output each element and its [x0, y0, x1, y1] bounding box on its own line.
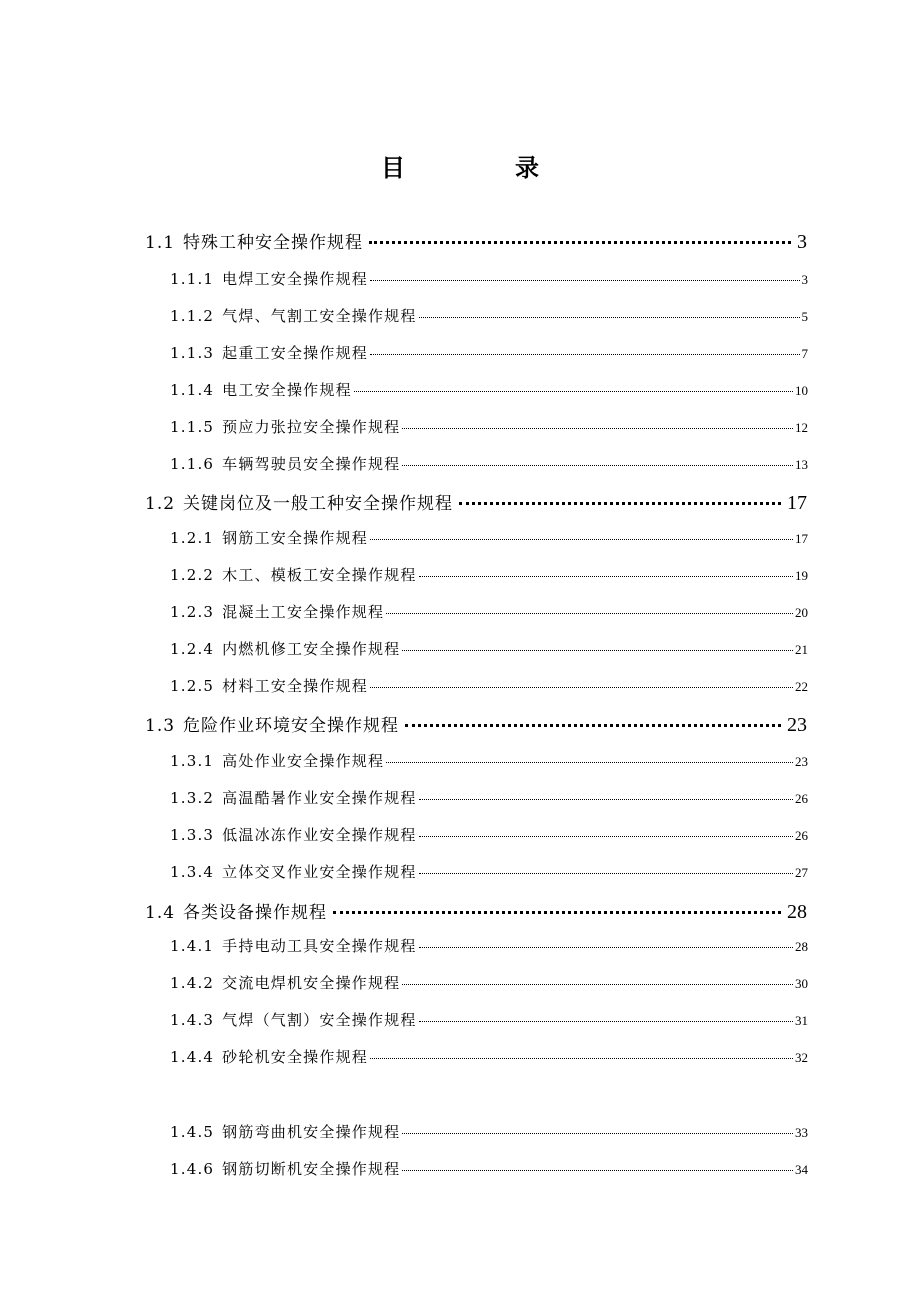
toc-entry-label: 气焊（气割）安全操作规程	[222, 1011, 417, 1029]
toc-entry-label: 特殊工种安全操作规程	[183, 233, 364, 253]
toc-entry-label: 混凝土工安全操作规程	[222, 603, 385, 621]
toc-entry-label: 预应力张拉安全操作规程	[222, 418, 401, 436]
toc-subsection[interactable]	[170, 638, 808, 659]
toc-entry-label: 电工安全操作规程	[222, 381, 352, 399]
toc-entry-label: 砂轮机安全操作规程	[222, 1048, 368, 1066]
toc-entry-label: 关键岗位及一般工种安全操作规程	[183, 494, 454, 514]
toc-entry-page: 30	[795, 976, 808, 991]
dot-leader	[419, 836, 793, 837]
toc-entry-label: 钢筋工安全操作规程	[222, 529, 368, 547]
dot-leader	[419, 799, 793, 800]
toc-entry-number: 1.2.3	[170, 603, 215, 621]
dot-leader	[459, 502, 781, 505]
toc-entry-page: 17	[795, 531, 808, 546]
toc-entry-label: 交流电焊机安全操作规程	[222, 974, 401, 992]
toc-entry-label: 电焊工安全操作规程	[222, 270, 368, 288]
toc-subsection[interactable]	[170, 268, 808, 289]
toc-entry-number: 1.4.3	[170, 1011, 215, 1029]
dot-leader	[419, 873, 793, 874]
toc-entry-page: 34	[795, 1162, 808, 1177]
toc-entry-label: 各类设备操作规程	[183, 903, 328, 923]
toc-entry-page: 27	[795, 865, 808, 880]
toc-entry-label: 高温酷暑作业安全操作规程	[222, 789, 417, 807]
toc-subsection[interactable]	[170, 861, 808, 882]
toc-entry-number: 1.3.3	[170, 826, 215, 844]
toc-entry-page: 12	[795, 420, 808, 435]
toc-entry-number: 1.4.2	[170, 974, 215, 992]
toc-entry-label: 钢筋切断机安全操作规程	[222, 1160, 401, 1178]
toc-section[interactable]	[145, 711, 807, 737]
page-title	[0, 148, 920, 183]
toc-entry-number: 1.4.4	[170, 1048, 215, 1066]
toc-entry-number: 1.2	[145, 494, 176, 514]
toc-entry-label: 危险作业环境安全操作规程	[183, 716, 400, 736]
toc-subsection[interactable]	[170, 564, 808, 585]
dot-leader	[419, 317, 800, 318]
toc-entry-page: 5	[801, 309, 808, 324]
toc-entry-number: 1.1.1	[170, 270, 215, 288]
toc-entry-label: 立体交叉作业安全操作规程	[222, 863, 417, 881]
toc-entry-page: 21	[795, 642, 808, 657]
dot-leader	[370, 1058, 793, 1059]
toc-entry-number: 1.2.1	[170, 529, 215, 547]
toc-entry-label: 手持电动工具安全操作规程	[222, 937, 417, 955]
toc-entry-number: 1.2.2	[170, 566, 215, 584]
toc-subsection[interactable]	[170, 787, 808, 808]
title-char-1: 目	[381, 153, 405, 182]
toc-entry-label: 低温冰冻作业安全操作规程	[222, 826, 417, 844]
toc-section[interactable]	[145, 228, 807, 254]
toc-entry-page: 31	[795, 1013, 808, 1028]
toc-entry-number: 1.4	[145, 903, 176, 923]
toc-entry-number: 1.1.6	[170, 455, 215, 473]
dot-leader	[369, 241, 791, 244]
toc-subsection[interactable]	[170, 453, 808, 474]
toc-subsection[interactable]	[170, 675, 808, 696]
toc-entry-label: 车辆驾驶员安全操作规程	[222, 455, 401, 473]
toc-entry-page: 13	[795, 457, 808, 472]
dot-leader	[370, 354, 800, 355]
toc-entry-page: 32	[795, 1050, 808, 1065]
dot-leader	[386, 613, 793, 614]
toc-entry-page: 26	[795, 791, 808, 806]
toc-entry-label: 内燃机修工安全操作规程	[222, 640, 401, 658]
toc-entry-number: 1.4.5	[170, 1123, 215, 1141]
title-char-2: 录	[515, 153, 539, 182]
toc-entry-number: 1.3.4	[170, 863, 215, 881]
dot-leader	[370, 539, 793, 540]
toc-entry-label: 高处作业安全操作规程	[222, 752, 385, 770]
toc-entry-page: 22	[795, 679, 808, 694]
toc-subsection[interactable]	[170, 1046, 808, 1067]
dot-leader	[402, 1170, 793, 1171]
toc-entry-number: 1.3.2	[170, 789, 215, 807]
toc-subsection[interactable]	[170, 342, 808, 363]
toc-entry-number: 1.4.6	[170, 1160, 215, 1178]
toc-subsection[interactable]	[170, 1121, 808, 1142]
toc-entry-label: 木工、模板工安全操作规程	[222, 566, 417, 584]
toc-entry-label: 钢筋弯曲机安全操作规程	[222, 1123, 401, 1141]
dot-leader	[419, 1021, 793, 1022]
toc-subsection[interactable]	[170, 935, 808, 956]
toc-entry-number: 1.1.3	[170, 344, 215, 362]
toc-entry-label: 气焊、气割工安全操作规程	[222, 307, 417, 325]
toc-entry-number: 1.1.2	[170, 307, 215, 325]
dot-leader	[405, 724, 781, 727]
toc-entry-page: 20	[795, 605, 808, 620]
toc-entry-number: 1.3.1	[170, 752, 215, 770]
dot-leader	[333, 911, 781, 914]
toc-subsection[interactable]	[170, 379, 808, 400]
dot-leader	[419, 576, 793, 577]
toc-entry-number: 1.2.5	[170, 677, 215, 695]
toc-entry-page: 23	[787, 714, 807, 736]
dot-leader	[370, 687, 793, 688]
toc-section[interactable]	[145, 898, 807, 924]
toc-entry-number: 1.1.5	[170, 418, 215, 436]
dot-leader	[402, 428, 793, 429]
toc-entry-number: 1.4.1	[170, 937, 215, 955]
dot-leader	[402, 650, 793, 651]
toc-entry-page: 17	[787, 492, 807, 514]
toc-entry-page: 3	[797, 231, 807, 253]
toc-entry-page: 10	[795, 383, 808, 398]
toc-entry-page: 28	[795, 939, 808, 954]
toc-entry-page: 3	[801, 272, 808, 287]
toc-subsection[interactable]	[170, 972, 808, 993]
toc-subsection[interactable]	[170, 1009, 808, 1030]
toc-entry-page: 28	[787, 901, 807, 923]
toc-entry-number: 1.1	[145, 233, 176, 253]
toc-entry-label: 材料工安全操作规程	[222, 677, 368, 695]
toc-subsection[interactable]	[170, 416, 808, 437]
toc-subsection[interactable]	[170, 1158, 808, 1179]
toc-section[interactable]	[145, 489, 807, 515]
dot-leader	[354, 391, 793, 392]
dot-leader	[419, 947, 793, 948]
toc-subsection[interactable]	[170, 527, 808, 548]
toc-subsection[interactable]	[170, 824, 808, 845]
toc-subsection[interactable]	[170, 305, 808, 326]
dot-leader	[386, 762, 793, 763]
dot-leader	[402, 984, 793, 985]
dot-leader	[370, 280, 800, 281]
toc-entry-number: 1.3	[145, 716, 176, 736]
dot-leader	[402, 1133, 793, 1134]
toc-entry-page: 23	[795, 754, 808, 769]
toc-entry-page: 7	[801, 346, 808, 361]
dot-leader	[402, 465, 793, 466]
toc-subsection[interactable]	[170, 601, 808, 622]
toc-entry-page: 26	[795, 828, 808, 843]
toc-entry-number: 1.1.4	[170, 381, 215, 399]
toc-entry-page: 33	[795, 1125, 808, 1140]
toc-entry-number: 1.2.4	[170, 640, 215, 658]
toc-subsection[interactable]	[170, 750, 808, 771]
toc-entry-label: 起重工安全操作规程	[222, 344, 368, 362]
toc-entry-page: 19	[795, 568, 808, 583]
